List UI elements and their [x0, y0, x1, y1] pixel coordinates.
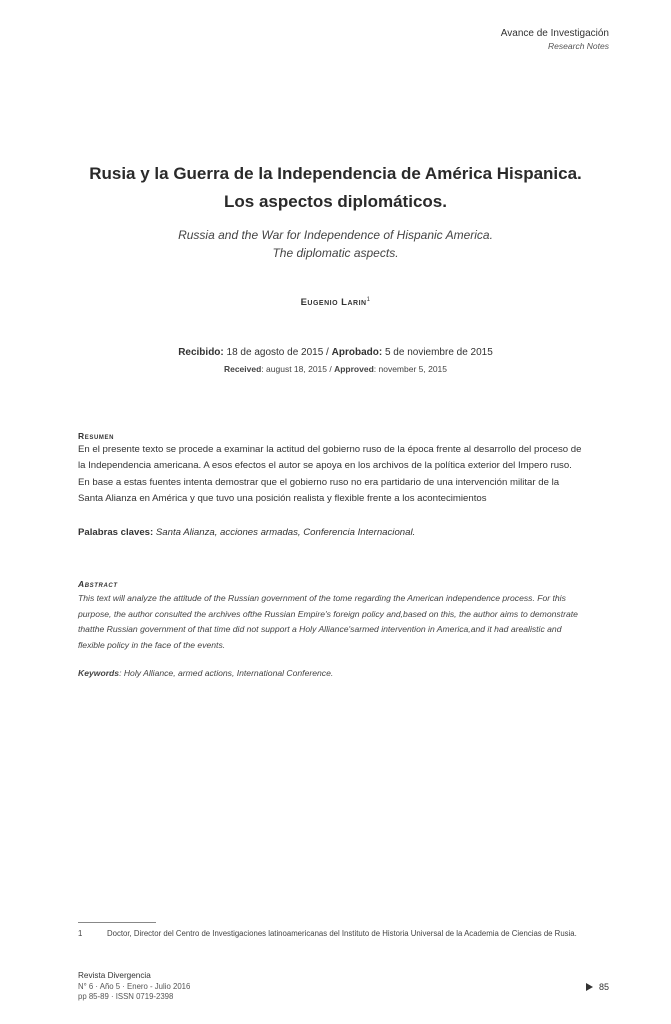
page-number: [586, 982, 609, 992]
resumen-line: la Independencia americana. A esos efectos el autor se apoya en los archivos de la política exterior del Impero ruso.: [78, 460, 572, 472]
palabras-claves-text: Santa Alianza, acciones armadas, Conferencia Internacional.: [153, 527, 416, 538]
page-number-text: 85: [598, 982, 609, 992]
abstract-line: thatthe Russian government of that time did not support a Holy Alliance'sarmed intervention in America,and it had arealistic and: [78, 624, 562, 634]
article-title-es: [0, 160, 671, 216]
title-es-line-2: Los aspectos diplomáticos.: [224, 192, 447, 211]
journal-issue: N° 6 · Año 5 · Enero - Julio 2016: [78, 981, 191, 991]
abstract-section: [78, 579, 611, 653]
approved-date-en: : november 5, 2015: [373, 364, 448, 374]
abstract-line: purpose, the author consulted the archives ofthe Russian Empire's foreign policy and,based on this, the author aims to demonstrate: [78, 608, 578, 619]
received-label-es: Recibido:: [178, 347, 224, 358]
approved-label-en: Approved: [334, 364, 374, 374]
resumen-section: [78, 431, 611, 507]
resumen-line: En base a estas fuentes intenta demostrar que el gobierno ruso no era partidario de una intervención militar de la: [78, 476, 560, 488]
abstract-heading: Abstract: [78, 579, 118, 589]
palabras-claves: [78, 527, 611, 538]
page-arrow-icon: [586, 983, 593, 991]
received-date-es: 18 de agosto de 2015 /: [223, 347, 332, 358]
keywords-text: : Holy Alliance, armed actions, International Conference.: [119, 668, 334, 678]
title-es-line-1: Rusia y la Guerra de la Independencia de América Hispanica.: [89, 164, 582, 183]
approved-date-es: 5 de noviembre de 2015: [382, 347, 493, 358]
journal-footer: [78, 971, 190, 1003]
footnote-number: 1: [78, 929, 83, 938]
dates-en: [0, 364, 671, 374]
approved-label-es: Aprobado:: [331, 347, 383, 358]
resumen-line: Santa Alianza en América y que tuvo una posición realista y flexible frente a los acontecimientos: [78, 492, 487, 504]
running-header: [501, 28, 609, 52]
resumen-line: En el presente texto se procede a examinar la actitud del gobierno ruso de la época frente al desarrollo del proceso de: [78, 444, 582, 455]
journal-name: Revista Divergencia: [78, 971, 151, 980]
title-en-line-2: The diplomatic aspects.: [272, 246, 399, 260]
abstract-line: This text will analyze the attitude of the Russian government of the tome regarding the American independence process. For this: [78, 593, 566, 603]
section-label-es: Avance de Investigación: [500, 28, 609, 39]
author-name: Eugenio Larin: [300, 297, 367, 309]
palabras-claves-label: Palabras claves:: [78, 527, 154, 538]
footnote-text: Doctor, Director del Centro de Investigaciones latinoamericanas del Instituto de Historia Universal de la Academia de Ciencias de Rusia.: [107, 929, 577, 938]
journal-pages: pp 85-89 · ISSN 0719-2398: [78, 992, 174, 1001]
author-footnote-ref[interactable]: 1: [366, 297, 371, 303]
received-label-en: Received: [223, 364, 262, 374]
article-title-en: [0, 226, 671, 262]
resumen-body: [78, 442, 611, 507]
footnote-rule: [78, 922, 156, 923]
title-en-line-1: Russia and the War for Independence of Hispanic America.: [178, 228, 493, 242]
dates-es: [0, 347, 671, 358]
received-date-en: : august 18, 2015 /: [261, 364, 335, 374]
author-line: [0, 297, 671, 308]
resumen-heading: Resumen: [78, 431, 115, 441]
abstract-line: flexible policy in the face of the events.: [78, 639, 226, 650]
section-label-en: Research Notes: [548, 41, 609, 51]
keywords-en: [78, 668, 611, 678]
abstract-body: [78, 591, 611, 653]
keywords-label: Keywords: [78, 668, 120, 678]
